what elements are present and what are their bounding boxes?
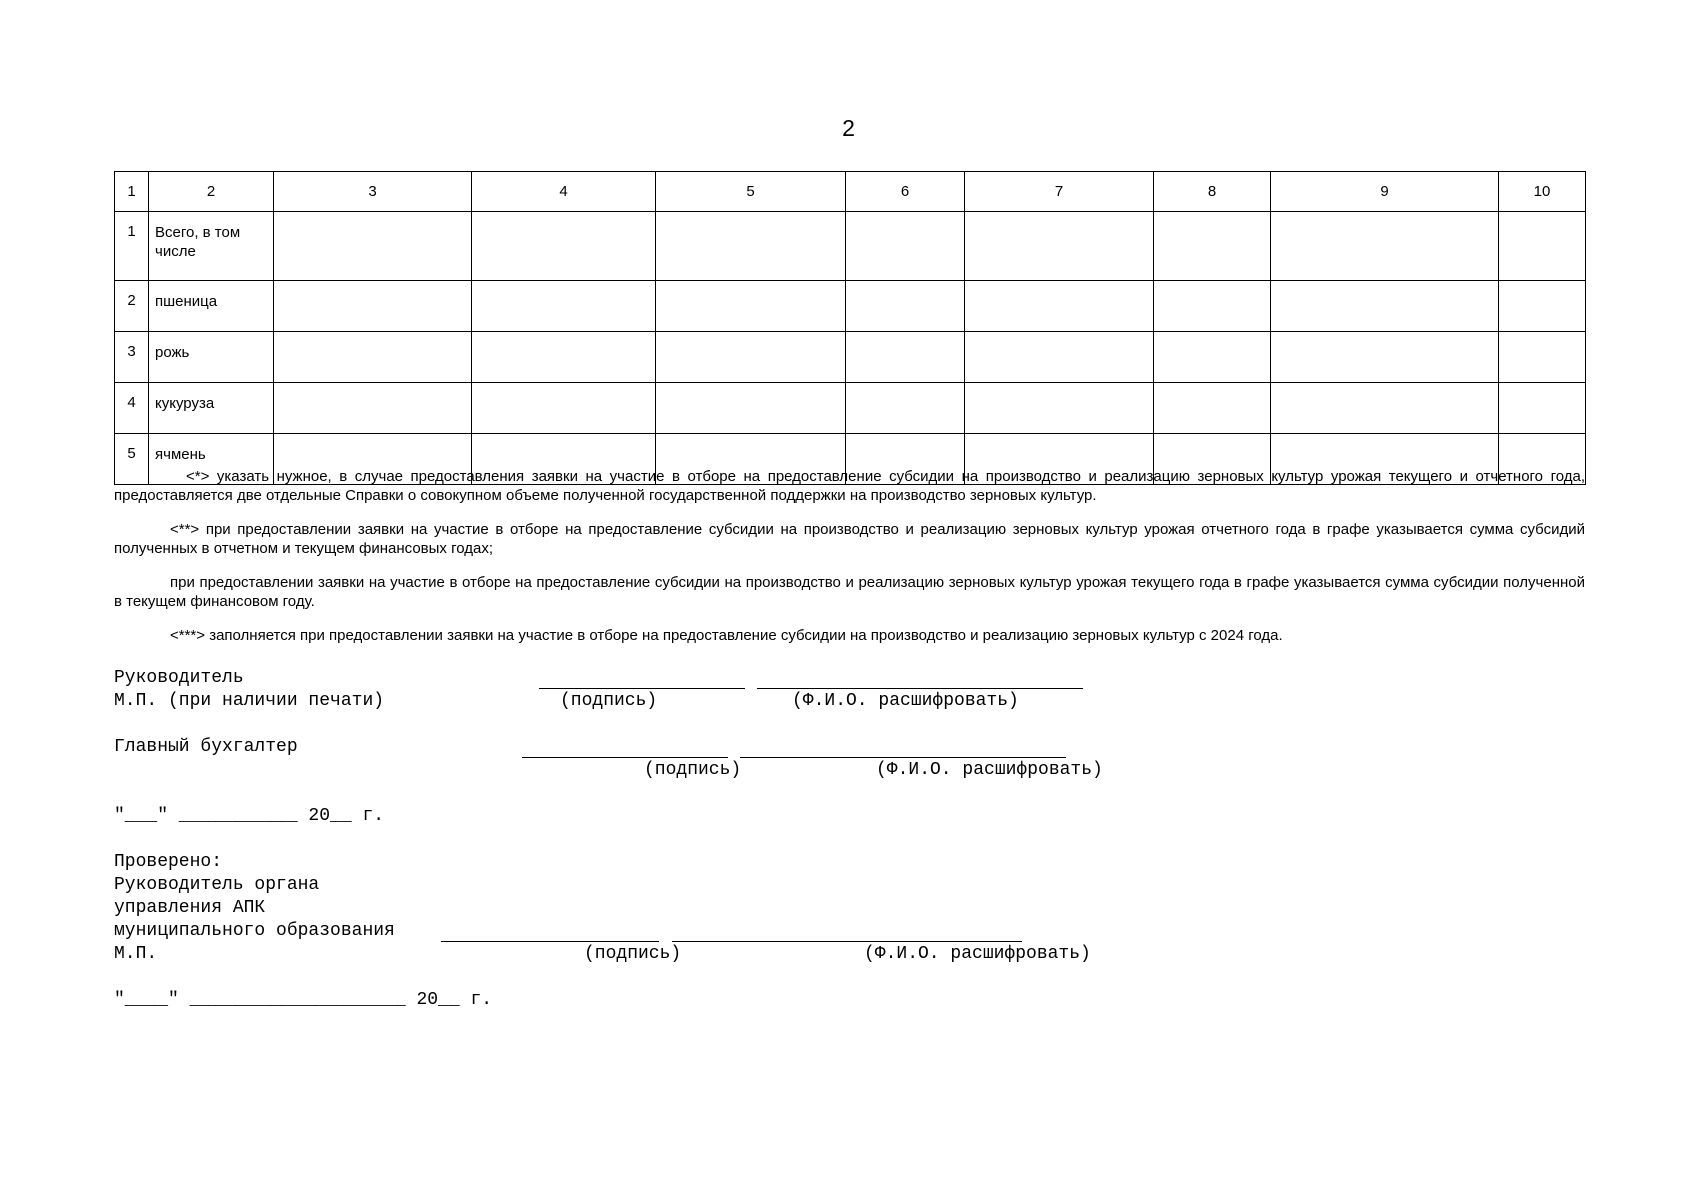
table-cell xyxy=(846,383,965,434)
table-cell xyxy=(274,332,472,383)
head-signature-line xyxy=(539,688,745,689)
table-cell xyxy=(1499,212,1586,281)
table-cell xyxy=(656,281,846,332)
accountant-signature-line xyxy=(522,757,728,758)
table-cell xyxy=(1271,332,1499,383)
table-cell xyxy=(1271,212,1499,281)
table-cell xyxy=(1271,383,1499,434)
agency-signature-line xyxy=(441,941,659,942)
table-cell xyxy=(1499,281,1586,332)
row-number: 5 xyxy=(115,434,149,485)
table-cell xyxy=(656,332,846,383)
column-header: 4 xyxy=(472,172,656,212)
date-line-checked: "____" ____________________ 20__ г. xyxy=(114,990,493,1010)
table-cell xyxy=(846,212,965,281)
table-cell xyxy=(1154,332,1271,383)
row-name: кукуруза xyxy=(149,383,274,434)
head-signature-caption: (подпись) xyxy=(560,691,658,711)
accountant-name-caption: (Ф.И.О. расшифровать) xyxy=(876,760,1103,780)
table-cell xyxy=(1499,383,1586,434)
table-cell xyxy=(472,383,656,434)
row-number: 1 xyxy=(115,212,149,281)
table-cell xyxy=(274,383,472,434)
footnotes xyxy=(114,467,1585,660)
page-number: 2 xyxy=(842,115,855,141)
table-header-row xyxy=(115,172,1586,212)
agency-line-1: Руководитель органа xyxy=(114,875,320,895)
row-name: пшеница xyxy=(149,281,274,332)
table-cell xyxy=(274,212,472,281)
table-cell xyxy=(965,332,1154,383)
footnote-3: <***> заполняется при предоставлении заявки на участие в отборе на предоставление субсидии на производство и реализацию зерновых культур с 2024 года. xyxy=(170,627,1283,644)
table-cell xyxy=(656,212,846,281)
column-header: 8 xyxy=(1154,172,1271,212)
table-row xyxy=(115,332,1586,383)
checked-label: Проверено: xyxy=(114,852,223,872)
head-label: Руководитель xyxy=(114,668,244,688)
accountant-name-line xyxy=(740,757,1066,758)
table-cell xyxy=(1499,332,1586,383)
table-cell xyxy=(965,212,1154,281)
table-cell xyxy=(1154,212,1271,281)
column-header: 5 xyxy=(656,172,846,212)
agency-signature-caption: (подпись) xyxy=(584,944,682,964)
agency-name-line xyxy=(672,941,1022,942)
grain-support-table xyxy=(114,171,1586,485)
table-cell xyxy=(965,281,1154,332)
row-number: 3 xyxy=(115,332,149,383)
footnote-2: <**> при предоставлении заявки на участие в отборе на предоставление субсидии на производство и реализацию зерновых культур урожая отчетного года в графе указывается сумма субсидий полученных в отчетном и текущем финансовых годах; xyxy=(114,521,1585,557)
table-cell xyxy=(472,212,656,281)
footnote-2-continued: при предоставлении заявки на участие в отборе на предоставление субсидии на производство и реализацию зерновых культур урожая текущего года в графе указывается сумма субсидии полученной в текущем финансовом году. xyxy=(114,574,1585,610)
agency-name-caption: (Ф.И.О. расшифровать) xyxy=(864,944,1091,964)
row-number: 2 xyxy=(115,281,149,332)
agency-stamp-label: М.П. xyxy=(114,944,158,964)
row-name: рожь xyxy=(149,332,274,383)
column-header: 9 xyxy=(1271,172,1499,212)
accountant-signature-caption: (подпись) xyxy=(644,760,742,780)
column-header: 6 xyxy=(846,172,965,212)
table-cell xyxy=(846,332,965,383)
row-name: Всего, в том числе xyxy=(149,212,274,281)
agency-line-2: управления АПК xyxy=(114,898,266,918)
row-number: 4 xyxy=(115,383,149,434)
head-name-line xyxy=(757,688,1083,689)
table-row xyxy=(115,212,1586,281)
table-cell xyxy=(1154,281,1271,332)
column-header: 7 xyxy=(965,172,1154,212)
table-cell xyxy=(274,281,472,332)
footnote-1: <*> указать нужное, в случае предоставления заявки на участие в отборе на предоставление субсидии на производство и реализацию зерновых культур урожая текущего и отчетного года, предоставляется две отдельные Справки о совокупном объеме полученной государственной поддержки на производство зерновых культур. xyxy=(114,468,1585,504)
table-cell xyxy=(656,383,846,434)
column-header: 3 xyxy=(274,172,472,212)
table-row xyxy=(115,383,1586,434)
table-cell xyxy=(472,332,656,383)
table-cell xyxy=(846,281,965,332)
column-header: 2 xyxy=(149,172,274,212)
table-row xyxy=(115,281,1586,332)
column-header: 10 xyxy=(1499,172,1586,212)
date-line: "___" ___________ 20__ г. xyxy=(114,806,385,826)
column-header: 1 xyxy=(115,172,149,212)
table-cell xyxy=(965,383,1154,434)
table-cell xyxy=(1154,383,1271,434)
row-name: ячмень xyxy=(149,434,274,485)
table-cell xyxy=(472,281,656,332)
head-name-caption: (Ф.И.О. расшифровать) xyxy=(792,691,1019,711)
table-cell xyxy=(1271,281,1499,332)
accountant-label: Главный бухгалтер xyxy=(114,737,298,757)
stamp-label: М.П. (при наличии печати) xyxy=(114,691,385,711)
agency-line-3: муниципального образования xyxy=(114,921,395,941)
